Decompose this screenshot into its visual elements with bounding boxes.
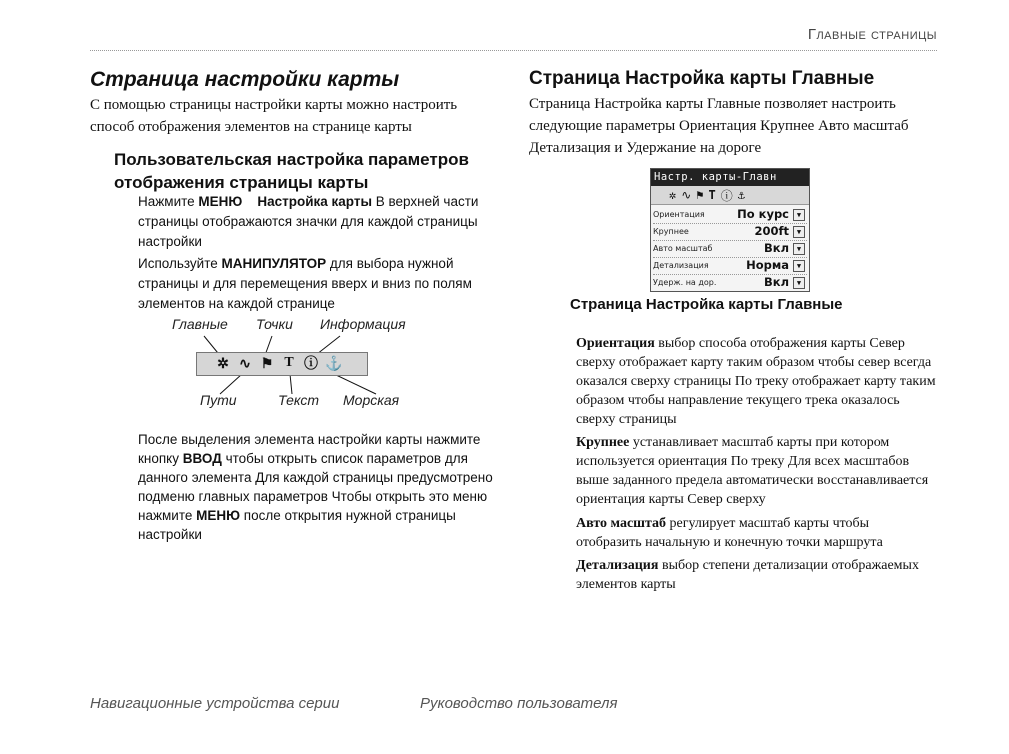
anchor-icon[interactable]: ⚓ [325, 355, 343, 371]
map-main-icon[interactable]: ✲ [217, 355, 229, 371]
definition-text: регулирует масштаб карты чтобы отобразить начальную и конечную точки маршрута [576, 516, 883, 550]
step-3-text-e: после открытия нужной страницы настройки [138, 508, 456, 542]
setting-row-detail[interactable] [653, 257, 807, 275]
step-3-text-c: чтобы открыть список параметров для данного элемента Для каждой страницы предусмотрено подменю главных параметров Чтобы открыть это меню нажмите [138, 451, 493, 523]
step-2-paragraph [138, 254, 488, 314]
left-subtitle: Пользовательская настройка параметров отображения страницы карты [114, 150, 469, 192]
section-header: Главные страницы [807, 26, 937, 43]
step-1-text-c: В верхней части страницы отображаются значки для каждой страницы настройки [138, 194, 479, 249]
device-screen [650, 168, 810, 292]
rocker-key: МАНИПУЛЯТОР [221, 256, 327, 271]
definition-text: выбор степени детализации отображаемых элементов карты [576, 558, 919, 592]
label-marine: Морская [343, 392, 400, 408]
route-icon[interactable]: ∿ [681, 188, 692, 202]
flag-icon[interactable]: ⚑ [696, 188, 704, 202]
definition-term: Крупнее [576, 435, 630, 450]
definition-autozoom [576, 514, 938, 552]
text-icon[interactable]: T [708, 188, 716, 202]
setting-value[interactable]: 200ft [754, 224, 789, 238]
dropdown-arrow-icon[interactable]: ▼ [793, 260, 805, 272]
step-2-text-c: для выбора нужной страницы и для перемещения вверх и вниз по полям элементов на каждой странице [138, 256, 472, 311]
flag-icon[interactable]: ⚑ [260, 355, 274, 371]
enter-key: ВВОД [182, 451, 222, 466]
map-setup-toolbar [196, 352, 368, 376]
setting-label: Ориентация [653, 210, 705, 219]
anchor-icon[interactable]: ⚓ [737, 188, 746, 202]
dropdown-arrow-icon[interactable]: ▼ [793, 209, 805, 221]
definition-term: Авто масштаб [576, 516, 667, 531]
definition-term: Ориентация [576, 336, 655, 351]
definition-term: Детализация [576, 558, 659, 573]
dropdown-arrow-icon[interactable]: ▼ [793, 277, 805, 289]
menu-key: МЕНЮ [198, 194, 243, 209]
dropdown-arrow-icon[interactable]: ▼ [793, 226, 805, 238]
leader-text [290, 374, 292, 394]
left-intro: С помощью страницы настройки карты можно настроить способ отображения элементов на странице карты [90, 97, 458, 135]
setting-row-zoom[interactable] [653, 223, 807, 241]
definition-text: устанавливает масштаб карты при котором используется ориентация По треку Для всех масштабов выше заданного предела автоматически восстанавливается ориентация карты Север сверху [576, 435, 929, 507]
setting-value[interactable]: Вкл [764, 275, 789, 289]
device-icon-bar [651, 186, 809, 205]
setting-label: Удерж. на дор. [653, 278, 717, 287]
header-divider [90, 50, 937, 51]
label-text: Текст [278, 392, 319, 408]
route-icon[interactable]: ∿ [239, 355, 251, 371]
definition-detail [576, 556, 938, 594]
figure-caption: Страница Настройка карты Главные [570, 296, 843, 313]
setting-value[interactable]: Норма [746, 258, 789, 272]
setting-label: Детализация [653, 261, 709, 270]
setting-label: Крупнее [653, 227, 689, 236]
leader-routes [220, 374, 242, 394]
menu-key-2: МЕНЮ [196, 508, 241, 523]
label-main: Главные [172, 316, 228, 332]
device-screen-title: Настр. карты-Главн [651, 169, 809, 186]
step-1-text-a: Нажмите [138, 194, 199, 209]
info-icon[interactable]: ⓘ [720, 188, 733, 203]
info-icon[interactable]: ⓘ [304, 355, 318, 371]
leader-marine [334, 374, 376, 394]
map-setup-option: Настройка карты [257, 194, 373, 209]
map-main-icon[interactable]: ✲ [669, 188, 677, 202]
step-3-text-a: После выделения элемента настройки карты нажмите кнопку [138, 432, 481, 466]
footer-series: Навигационные устройства серии [90, 695, 340, 712]
right-title: Страница Настройка карты Главные [529, 68, 875, 89]
setting-row-autozoom[interactable] [653, 240, 807, 258]
label-points: Точки [256, 316, 293, 332]
left-title: Страница настройки карты [90, 68, 400, 91]
setting-value[interactable]: По курс [737, 207, 789, 221]
definition-text: выбор способа отображения карты Север сверху отображает карту таким образом чтобы север всегда оказался сверху страницы По треку отображает карту таким образом чтобы направление текущего трека оказалось сверху страницы [576, 336, 936, 427]
definition-orientation [576, 334, 938, 429]
text-icon[interactable]: T [284, 355, 294, 370]
dropdown-arrow-icon[interactable]: ▼ [793, 243, 805, 255]
label-info: Информация [320, 316, 406, 332]
definition-zoom [576, 433, 938, 509]
setting-value[interactable]: Вкл [764, 241, 789, 255]
label-routes: Пути [200, 392, 237, 408]
step-2-text-a: Используйте [138, 256, 222, 271]
right-intro: Страница Настройка карты Главные позволяет настроить следующие параметры Ориентация Крупнее Авто масштаб Детализация и Удержание на дороге [529, 96, 909, 156]
step-1-paragraph [138, 192, 488, 252]
step-3-paragraph [138, 430, 493, 544]
setting-row-orientation[interactable] [653, 206, 807, 224]
setting-row-lock-on-road[interactable] [653, 274, 807, 291]
footer-manual: Руководство пользователя [420, 695, 618, 712]
setting-label: Авто масштаб [653, 244, 713, 253]
